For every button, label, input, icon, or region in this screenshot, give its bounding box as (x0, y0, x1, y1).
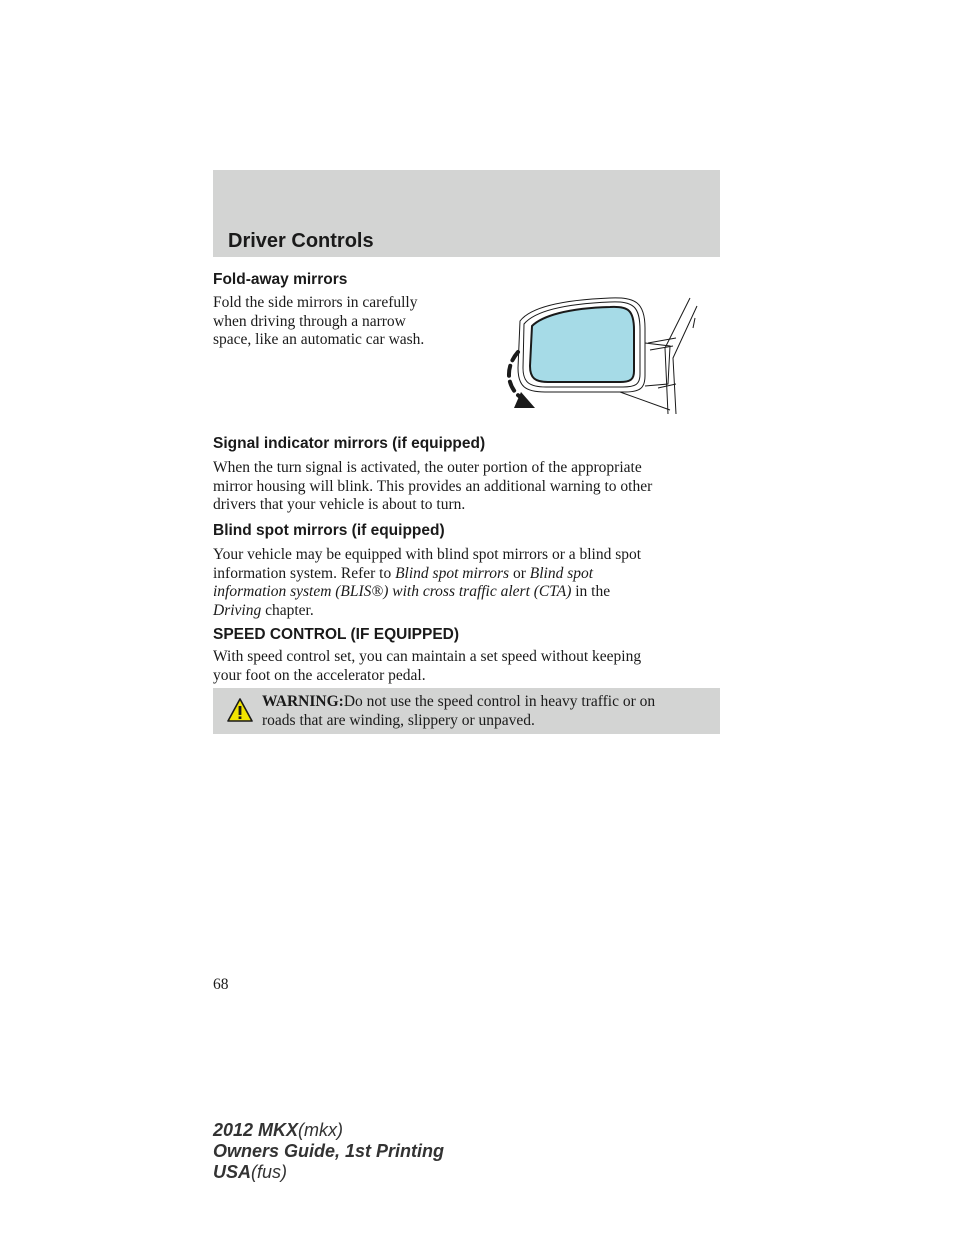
text-line: With speed control set, you can maintain a set speed without keeping (213, 648, 642, 665)
text-fragment: or (512, 564, 526, 582)
footer-model-code: (mkx) (298, 1120, 344, 1140)
warning-triangle-icon (227, 697, 253, 723)
text-line (213, 583, 641, 602)
text-line (262, 693, 655, 712)
blind-spot-paragraph (213, 546, 641, 620)
text-line (213, 602, 641, 621)
blis-reference-part1: Blind spot (529, 564, 594, 582)
footer-market-code: (fus) (251, 1162, 288, 1182)
blis-reference-part2: information system (BLIS®) with cross traffic alert (CTA) (213, 583, 572, 600)
text-line (213, 1162, 444, 1183)
side-mirror-fold-illustration (490, 288, 720, 414)
warning-text (262, 693, 655, 730)
speed-control-paragraph (213, 648, 641, 685)
text-line: When the turn signal is activated, the outer portion of the appropriate (213, 459, 642, 476)
blind-spot-heading: Blind spot mirrors (if equipped) (213, 522, 445, 539)
text-line (213, 1120, 444, 1141)
driving-chapter-reference: Driving (213, 601, 262, 619)
text-line: Your vehicle may be equipped with blind spot mirrors or a blind spot (213, 546, 642, 563)
text-line: space, like an automatic car wash. (213, 331, 425, 348)
footer-print-info (213, 1120, 444, 1183)
fold-away-paragraph (213, 294, 424, 350)
fold-away-heading: Fold-away mirrors (213, 271, 348, 288)
page-number: 68 (213, 976, 229, 993)
warning-box (213, 688, 720, 734)
warning-label: WARNING: (262, 693, 344, 710)
signal-indicator-paragraph (213, 459, 652, 515)
footer-market: USA (213, 1162, 252, 1182)
text-line: roads that are winding, slippery or unpaved. (262, 711, 535, 729)
page-title: Driver Controls (228, 230, 374, 252)
text-fragment: chapter. (265, 601, 314, 619)
speed-control-heading: SPEED CONTROL (IF EQUIPPED) (213, 626, 460, 643)
signal-indicator-heading: Signal indicator mirrors (if equipped) (213, 435, 486, 452)
text-line: your foot on the accelerator pedal. (213, 666, 426, 684)
footer-model: 2012 MKX (213, 1120, 299, 1140)
text-line: when driving through a narrow (213, 312, 406, 330)
text-fragment: Do not use the speed control in heavy traffic or on (343, 693, 656, 710)
text-line: Fold the side mirrors in carefully (213, 294, 418, 311)
text-line (213, 565, 641, 584)
footer-guide: Owners Guide, 1st Printing (213, 1141, 445, 1161)
blind-spot-mirrors-reference: Blind spot mirrors (395, 564, 510, 582)
text-line: mirror housing will blink. This provides an additional warning to other (213, 477, 653, 495)
text-line: drivers that your vehicle is about to turn. (213, 496, 466, 513)
text-fragment: information system. Refer to (213, 564, 392, 582)
text-fragment: in the (575, 583, 611, 600)
